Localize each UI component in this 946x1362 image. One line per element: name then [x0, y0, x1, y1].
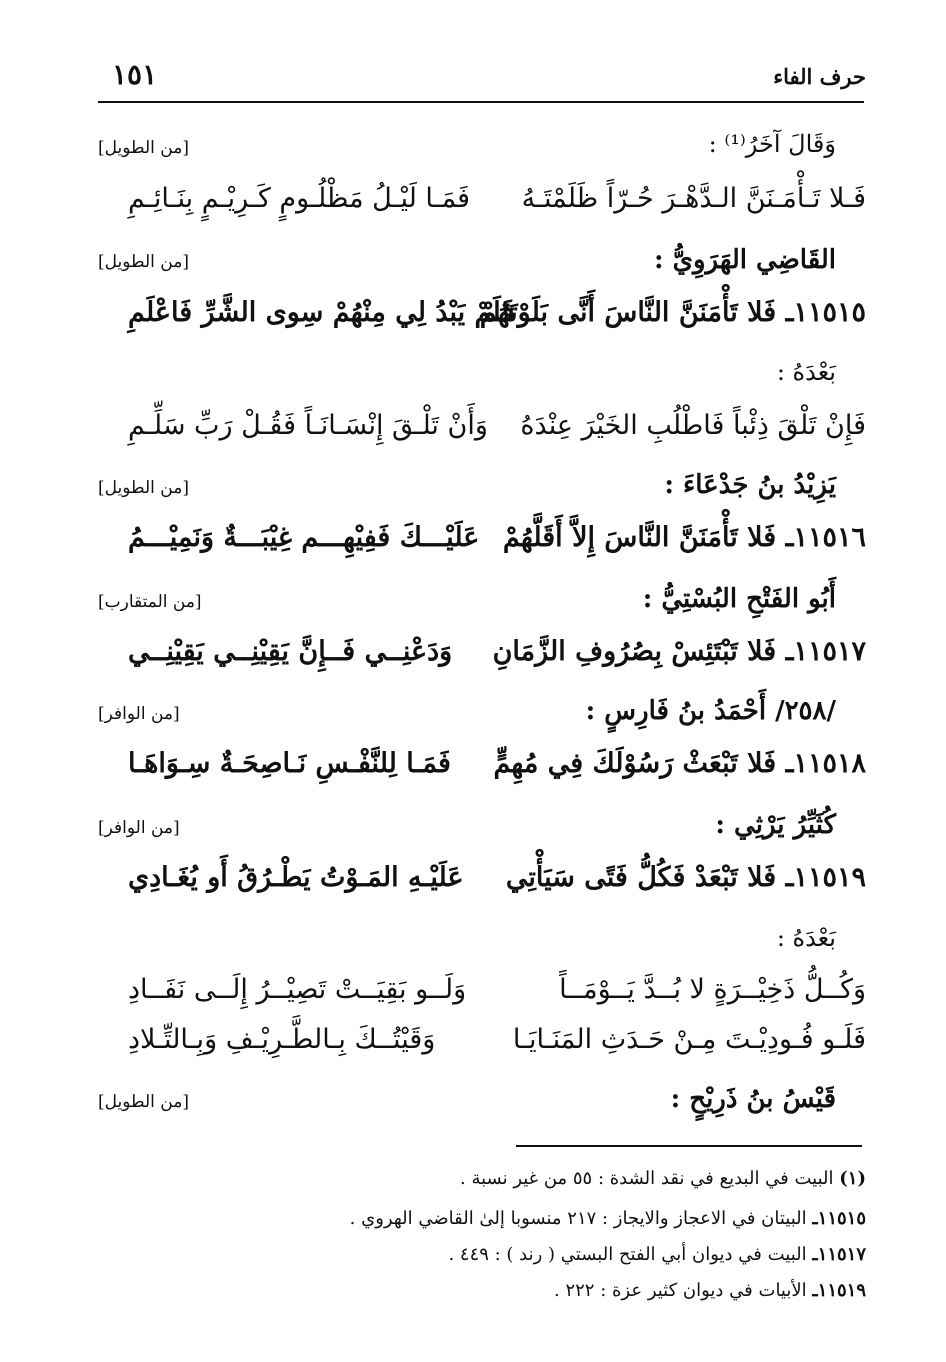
footnote-text: البيت في ديوان أبي الفتح البستي ( رند ) : ٤٤٩ . [448, 1244, 807, 1265]
footnote-text: البيتان في الاعجاز والايجاز : ٢١٧ منسوبا إلىٰ القاضي الهروي . [349, 1208, 807, 1229]
footnote [460, 1168, 866, 1189]
verse-second-hemistich: فَمَـا لِلنَّفْـسِ نَـاصِحَـةٌ سِـوَاهَـا [128, 748, 451, 779]
verse-first-hemistich [493, 636, 866, 667]
verse-first-hemistich: فَإِنْ تَلْقَ ذِئْباً فَاطْلُبِ الخَيْرَ عِنْدَهُ [520, 410, 866, 441]
poet-attribution: بَعْدَهُ : [776, 358, 836, 386]
footnote-text: الأبيات في ديوان كثير عزة : ٢٢٢ . [554, 1280, 807, 1301]
verse-second-hemistich: فَمَـا لَيْـلُ مَظْلُـومٍ كَـرِيْـمٍ بِنَـائِـمِ [128, 183, 471, 214]
verse-first-hemistich [493, 748, 866, 779]
verse-text: فَلا تَبْتَئِسْ بِصُرُوفِ الزَّمَانِ [492, 636, 777, 667]
footnote [350, 1208, 866, 1229]
footnote [554, 1280, 866, 1301]
poet-attribution: يَزِيْدُ بنُ جَدْعَاءَ : [664, 470, 836, 500]
verse-second-hemistich: وَلَــو بَقِيَــتْ تَصِيْــرُ إِلَــى نَفَــادِ [128, 974, 467, 1005]
meter-label: [من الطويل] [98, 138, 189, 158]
verse-text: فَلا تَأْمَنَنَّ النَّاسَ أَنَّى بَلَوْتَهُمْ [479, 297, 777, 328]
meter-label: [من الطويل] [98, 252, 189, 272]
meter-label: [من الوافر] [98, 818, 180, 838]
poet-attribution: كُثَيِّرُ يَرْثِي : [715, 810, 836, 840]
verse-text: فَلا تَأْمَنَنَّ النَّاسَ إِلاَّ أَقَلَّهُمْ [502, 522, 777, 553]
page-number: ١٥١ [112, 58, 158, 91]
verse-first-hemistich [503, 522, 866, 553]
poet-attribution: /٢٥٨/ أَحْمَدُ بنُ فَارِسٍ : [585, 696, 836, 726]
verse-number: ١١٥١٩ـ [785, 862, 866, 893]
footnote-label: (١) [839, 1168, 866, 1189]
poet-attribution: أَبُو الفَتْحِ البُسْتِيُّ : [642, 584, 836, 614]
verse-second-hemistich: عَلَيْـهِ المَـوْتُ يَطْـرُقُ أَو يُغَـادِي [128, 862, 464, 893]
verse-text: فَلا تَبْعَثْ رَسُوْلَكَ فِي مُهِمٍّ [493, 748, 777, 779]
verse-second-hemistich: وَقَيْتُــكَ بِـالطَّـرِيْـفِ وَبِـالتِّـلادِ [128, 1024, 436, 1055]
verse-number: ١١٥١٧ـ [785, 636, 866, 667]
header-divider [98, 101, 864, 103]
verse-text: فَلا تَبْعَدْ فَكُلُّ فَتًى سَيَأْتِي [505, 862, 777, 893]
meter-label: [من الطويل] [98, 478, 189, 498]
footnote-label: ١١٥١٥ـ [812, 1208, 866, 1229]
footnote [448, 1244, 866, 1265]
footnote-divider [516, 1145, 862, 1147]
chapter-title: حرف الفاء [773, 64, 866, 89]
verse-second-hemistich: وَدَعْنِــي فَــإِنَّ يَقِيْنِــي يَقِيْنِــي [128, 636, 453, 667]
poet-attribution: قَيْسُ بنُ ذَرِيْحٍ : [670, 1084, 836, 1114]
verse-first-hemistich: فَلَـو فُـودِيْـتَ مِـنْ حَـدَثِ المَنَـايَـا [512, 1024, 866, 1055]
footnote-label: ١١٥١٩ـ [812, 1280, 866, 1301]
meter-label: [من الوافر] [98, 704, 180, 724]
poet-attribution: وَقَالَ آخَرُ⁽¹⁾ : [708, 130, 836, 158]
verse-first-hemistich [480, 297, 866, 328]
verse-second-hemistich: عَلَيْـــكَ فَفِيْهِـــم غِيْبَـــةٌ وَنَمِيْـــمُ [128, 522, 480, 553]
footnote-text: البيت في البديع في نقد الشدة : ٥٥ من غير نسبة . [460, 1168, 834, 1189]
verse-number: ١١٥١٨ـ [785, 748, 866, 779]
meter-label: [من المتقارب] [98, 592, 202, 612]
verse-first-hemistich [506, 862, 866, 893]
verse-second-hemistich: وَأَنْ تَلْـقَ إِنْسَـانَـاً فَقُـلْ رَبِّ سَلِّـمِ [128, 410, 488, 441]
verse-second-hemistich: فَلَمْ يَبْدُ لِي مِنْهُمْ سِوى الشَّرِّ فَاعْلَمِ [128, 297, 515, 328]
poet-attribution: القَاضِي الهَرَوِيُّ : [653, 245, 836, 275]
verse-first-hemistich: فَـلا تَـأْمَـنَنَّ الـدَّهْـرَ حُـرّاً ظَلَمْتَـهُ [521, 183, 866, 214]
poet-attribution: بَعْدَهُ : [776, 924, 836, 952]
meter-label: [من الطويل] [98, 1092, 189, 1112]
verse-number: ١١٥١٦ـ [785, 522, 866, 553]
footnote-label: ١١٥١٧ـ [812, 1244, 866, 1265]
verse-first-hemistich: وَكُــلُّ ذَخِيْــرَةٍ لا بُــدَّ يَــوْمَــاً [559, 974, 866, 1005]
verse-number: ١١٥١٥ـ [785, 297, 866, 328]
